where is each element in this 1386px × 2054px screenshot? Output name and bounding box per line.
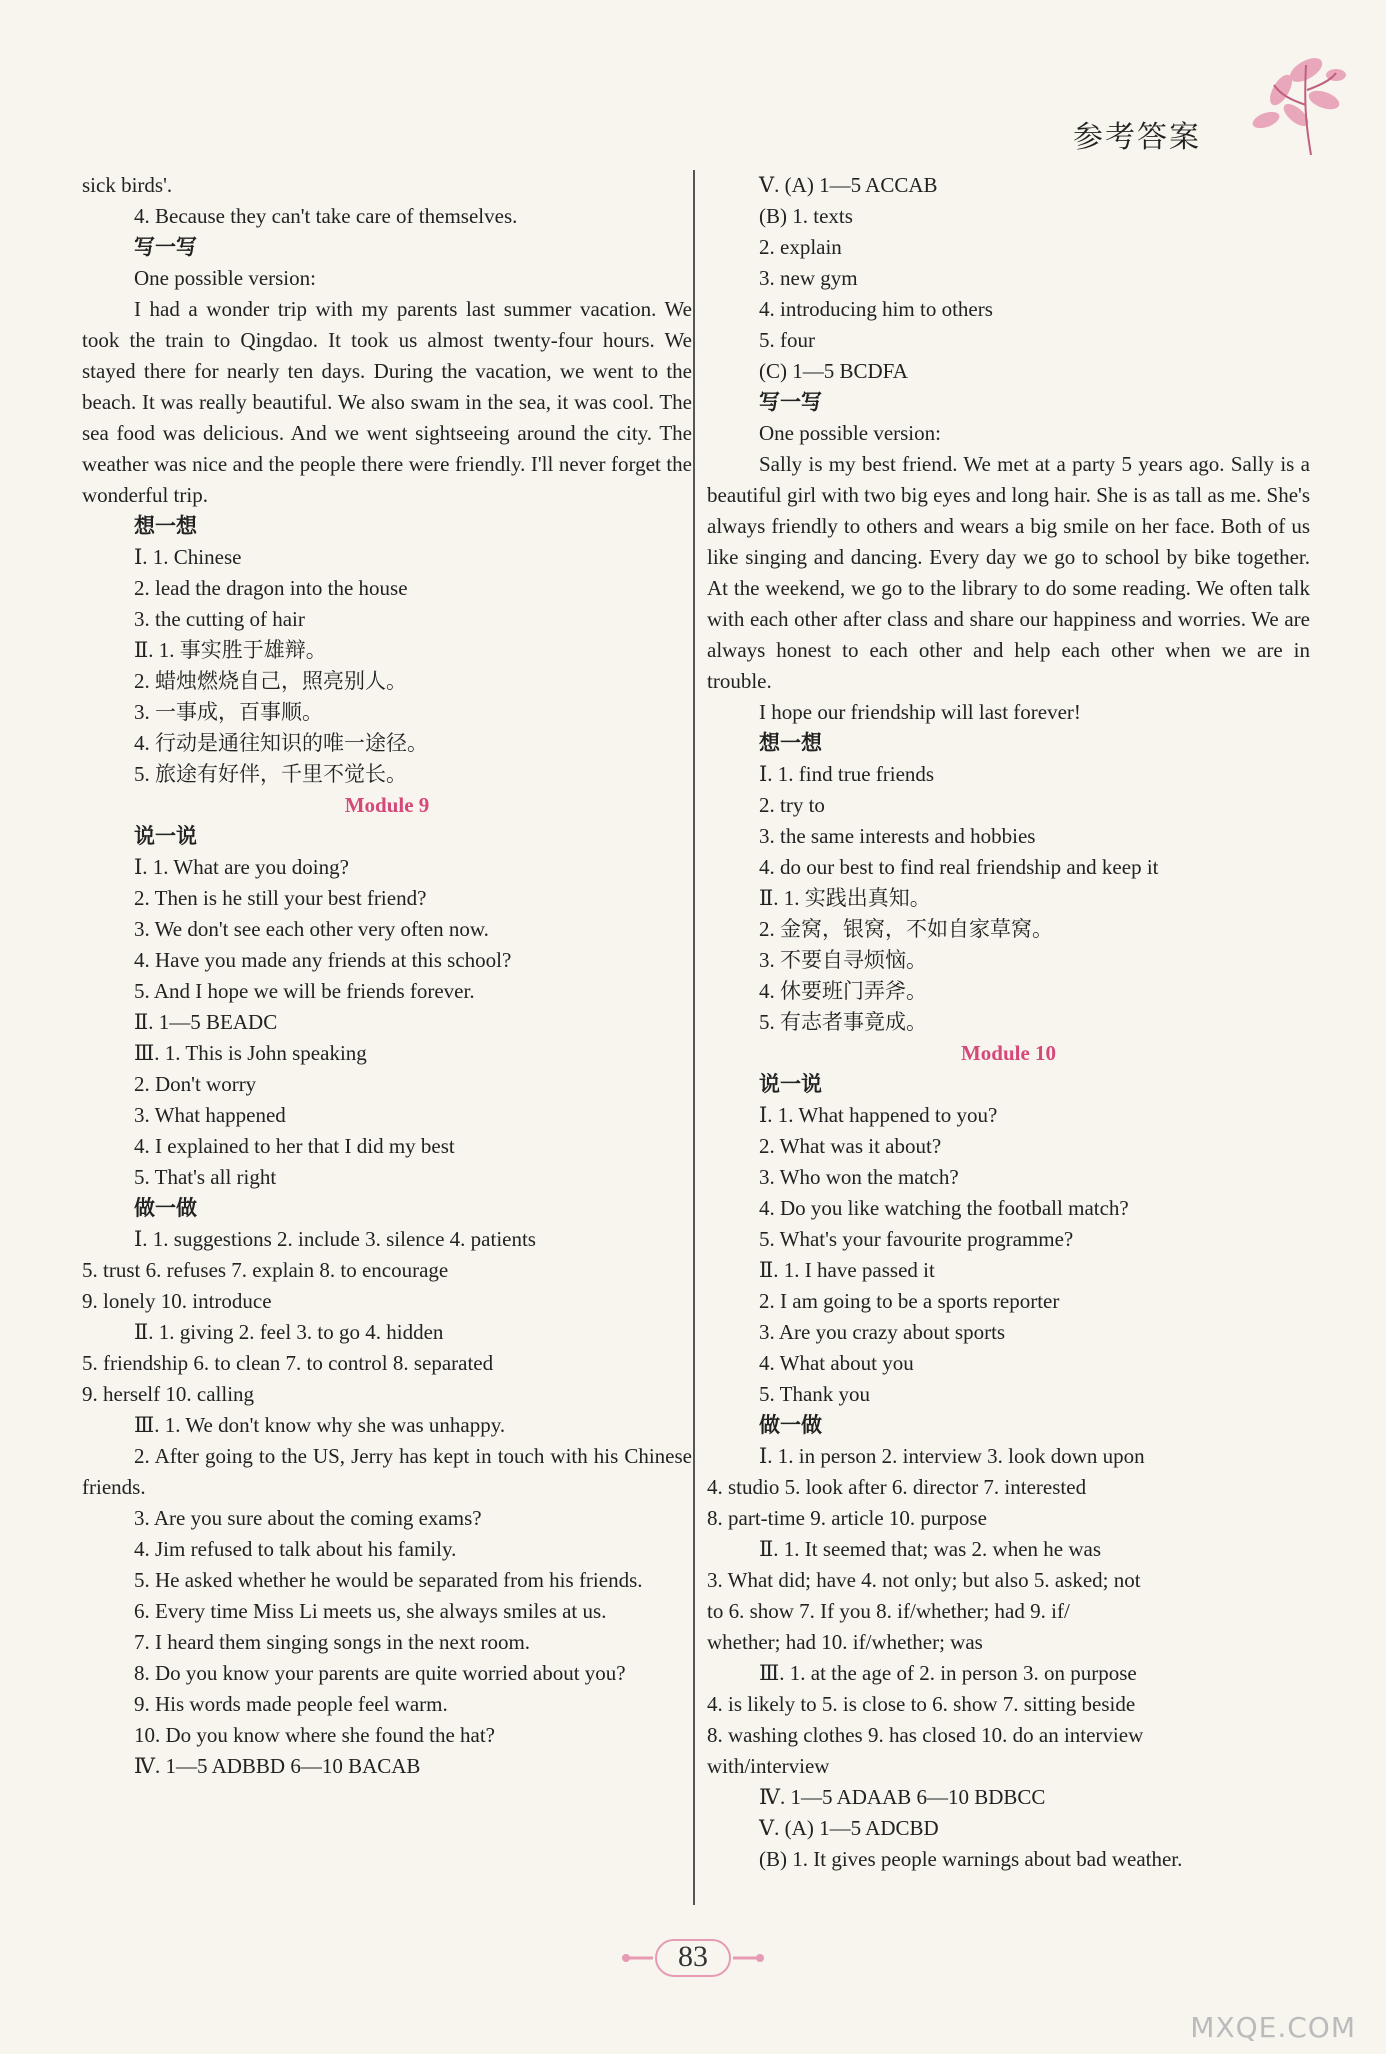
list-item: 5. That's all right [134, 1165, 277, 1189]
list-item: with/interview [707, 1754, 830, 1778]
list-item: 2. After going to the US, Jerry has kept in touch with his Chinese friends. [82, 1444, 692, 1499]
list-item: Ⅴ. (A) 1—5 ADCBD [759, 1816, 939, 1840]
list-item: 3. 一事成，百事顺。 [134, 700, 323, 724]
list-item: 3. the same interests and hobbies [759, 824, 1036, 848]
section-heading-do: 做一做 [134, 1196, 197, 1220]
list-item: 8. part-time 9. article 10. purpose [707, 1506, 987, 1530]
column-divider [693, 170, 695, 1905]
list-item: Ⅰ. 1. Chinese [134, 545, 242, 569]
list-item: Ⅱ. 1. It seemed that; was 2. when he was [759, 1537, 1102, 1561]
list-item: 8. Do you know your parents are quite worried about you? [134, 1661, 626, 1685]
list-item: whether; had 10. if/whether; was [707, 1630, 983, 1654]
list-item: 2. lead the dragon into the house [134, 576, 408, 600]
list-item: 2. explain [759, 235, 842, 259]
list-item: Ⅱ. 1. 实践出真知。 [759, 886, 931, 910]
list-item: 8. washing clothes 9. has closed 10. do an interview [707, 1723, 1144, 1747]
list-item: 4. 行动是通往知识的唯一途径。 [134, 731, 428, 755]
section-heading-do: 做一做 [759, 1413, 822, 1437]
list-item: 10. Do you know where she found the hat? [134, 1723, 495, 1747]
list-item: (C) 1—5 BCDFA [759, 359, 908, 383]
list-item: 6. Every time Miss Li meets us, she always smiles at us. [134, 1599, 607, 1623]
left-column [82, 170, 692, 1782]
watermark: MXQE.COM [1190, 2011, 1356, 2044]
essay-paragraph: I had a wonder trip with my parents last summer vacation. We took the train to Qingdao. It took us almost twenty-four hours. We stayed there for nearly ten days. During the vacation, we went to the beach. It was really beautiful. We also swam in the sea, it was cool. The sea food was delicious. And we went sightseeing around the city. The weather was nice and the people there were friendly. I'll never forget the wonderful trip. [82, 297, 692, 507]
list-item: Ⅱ. 1. giving 2. feel 3. to go 4. hidden [134, 1320, 444, 1344]
text-line: 4. Because they can't take care of themselves. [134, 204, 518, 228]
list-item: 9. His words made people feel warm. [134, 1692, 448, 1716]
list-item: (B) 1. texts [759, 204, 853, 228]
list-item: 5. Thank you [759, 1382, 871, 1406]
section-heading-speak: 说一说 [759, 1072, 822, 1096]
list-item: 4. Do you like watching the football match? [759, 1196, 1129, 1220]
list-item: 5. What's your favourite programme? [759, 1227, 1074, 1251]
right-column [707, 170, 1310, 1875]
list-item: Ⅱ. 1. 事实胜于雄辩。 [134, 638, 327, 662]
list-item: 5. He asked whether he would be separated from his friends. [134, 1568, 643, 1592]
list-item: 4. is likely to 5. is close to 6. show 7. sitting beside [707, 1692, 1136, 1716]
list-item: 5. four [759, 328, 815, 352]
list-item: 2. 金窝，银窝，不如自家草窝。 [759, 917, 1053, 941]
list-item: Ⅰ. 1. What happened to you? [759, 1103, 998, 1127]
list-item: Ⅲ. 1. We don't know why she was unhappy. [134, 1413, 506, 1437]
text-line: One possible version: [759, 421, 941, 445]
list-item: 4. Jim refused to talk about his family. [134, 1537, 457, 1561]
list-item: Ⅱ. 1—5 BEADC [134, 1010, 278, 1034]
section-heading-speak: 说一说 [134, 824, 197, 848]
list-item: Ⅳ. 1—5 ADBBD 6—10 BACAB [134, 1754, 421, 1778]
list-item: 3. 不要自寻烦恼。 [759, 948, 927, 972]
list-item: 4. I explained to her that I did my best [134, 1134, 455, 1158]
text-line: One possible version: [134, 266, 316, 290]
list-item: Ⅴ. (A) 1—5 ACCAB [759, 173, 938, 197]
list-item: 3. What did; have 4. not only; but also 5. asked; not [707, 1568, 1141, 1592]
list-item: Ⅲ. 1. This is John speaking [134, 1041, 367, 1065]
list-item: 4. studio 5. look after 6. director 7. interested [707, 1475, 1087, 1499]
list-item: 9. lonely 10. introduce [82, 1289, 272, 1313]
list-item: Ⅲ. 1. at the age of 2. in person 3. on purpose [759, 1661, 1137, 1685]
section-heading-think: 想一想 [134, 514, 197, 538]
list-item: 2. 蜡烛燃烧自己，照亮别人。 [134, 669, 407, 693]
list-item: (B) 1. It gives people warnings about bad weather. [759, 1847, 1183, 1871]
list-item: 4. introducing him to others [759, 297, 993, 321]
text-line: I hope our friendship will last forever! [759, 700, 1081, 724]
list-item: 3. We don't see each other very often now. [134, 917, 489, 941]
list-item: Ⅰ. 1. find true friends [759, 762, 935, 786]
list-item: 2. Then is he still your best friend? [134, 886, 427, 910]
list-item: 5. 有志者事竟成。 [759, 1010, 927, 1034]
list-item: 4. Have you made any friends at this school? [134, 948, 512, 972]
flower-decoration-icon [1186, 45, 1346, 155]
list-item: Ⅱ. 1. I have passed it [759, 1258, 935, 1282]
list-item: to 6. show 7. If you 8. if/whether; had 9. if/ [707, 1599, 1070, 1623]
list-item: Ⅰ. 1. suggestions 2. include 3. silence 4. patients [134, 1227, 536, 1251]
header-tag: 参考答案 [1073, 120, 1201, 155]
list-item: 3. the cutting of hair [134, 607, 305, 631]
list-item: 9. herself 10. calling [82, 1382, 255, 1406]
text-line: sick birds'. [82, 173, 173, 197]
section-heading-write: 写一写 [759, 390, 822, 414]
list-item: 3. What happened [134, 1103, 286, 1127]
list-item: Ⅳ. 1—5 ADAAB 6—10 BDBCC [759, 1785, 1046, 1809]
list-item: 4. do our best to find real friendship and keep it [759, 855, 1159, 879]
list-item: 2. Don't worry [134, 1072, 257, 1096]
section-heading-think: 想一想 [759, 731, 822, 755]
list-item: 5. friendship 6. to clean 7. to control 8. separated [82, 1351, 494, 1375]
page-number: 83 [678, 1940, 708, 1973]
list-item: 5. 旅途有好伴，千里不觉长。 [134, 762, 407, 786]
list-item: 2. What was it about? [759, 1134, 942, 1158]
list-item: 3. Are you sure about the coming exams? [134, 1506, 482, 1530]
list-item: 7. I heard them singing songs in the next room. [134, 1630, 531, 1654]
list-item: 3. Who won the match? [759, 1165, 959, 1189]
list-item: 5. And I hope we will be friends forever. [134, 979, 475, 1003]
list-item: Ⅰ. 1. in person 2. interview 3. look down upon [759, 1444, 1145, 1468]
section-heading-write: 写一写 [134, 235, 197, 259]
essay-paragraph: Sally is my best friend. We met at a party 5 years ago. Sally is a beautiful girl with two big eyes and long hair. She is as tall as me. She's always friendly to others and wears a big smile on her face. Both of us like singing and dancing. Every day we go to school by bike together. At the weekend, we go to the library to do some reading. We often talk with each other after class and share our happiness and worries. We are always honest to each other and help each other when we are in trouble. [707, 452, 1310, 693]
module-title: Module 10 [960, 1041, 1057, 1065]
list-item: 4. What about you [759, 1351, 914, 1375]
list-item: 3. new gym [759, 266, 858, 290]
list-item: 2. I am going to be a sports reporter [759, 1289, 1060, 1313]
list-item: 4. 休要班门弄斧。 [759, 979, 927, 1003]
module-title: Module 9 [344, 793, 430, 817]
list-item: 5. trust 6. refuses 7. explain 8. to encourage [82, 1258, 449, 1282]
list-item: 2. try to [759, 793, 825, 817]
list-item: 3. Are you crazy about sports [759, 1320, 1006, 1344]
list-item: Ⅰ. 1. What are you doing? [134, 855, 349, 879]
